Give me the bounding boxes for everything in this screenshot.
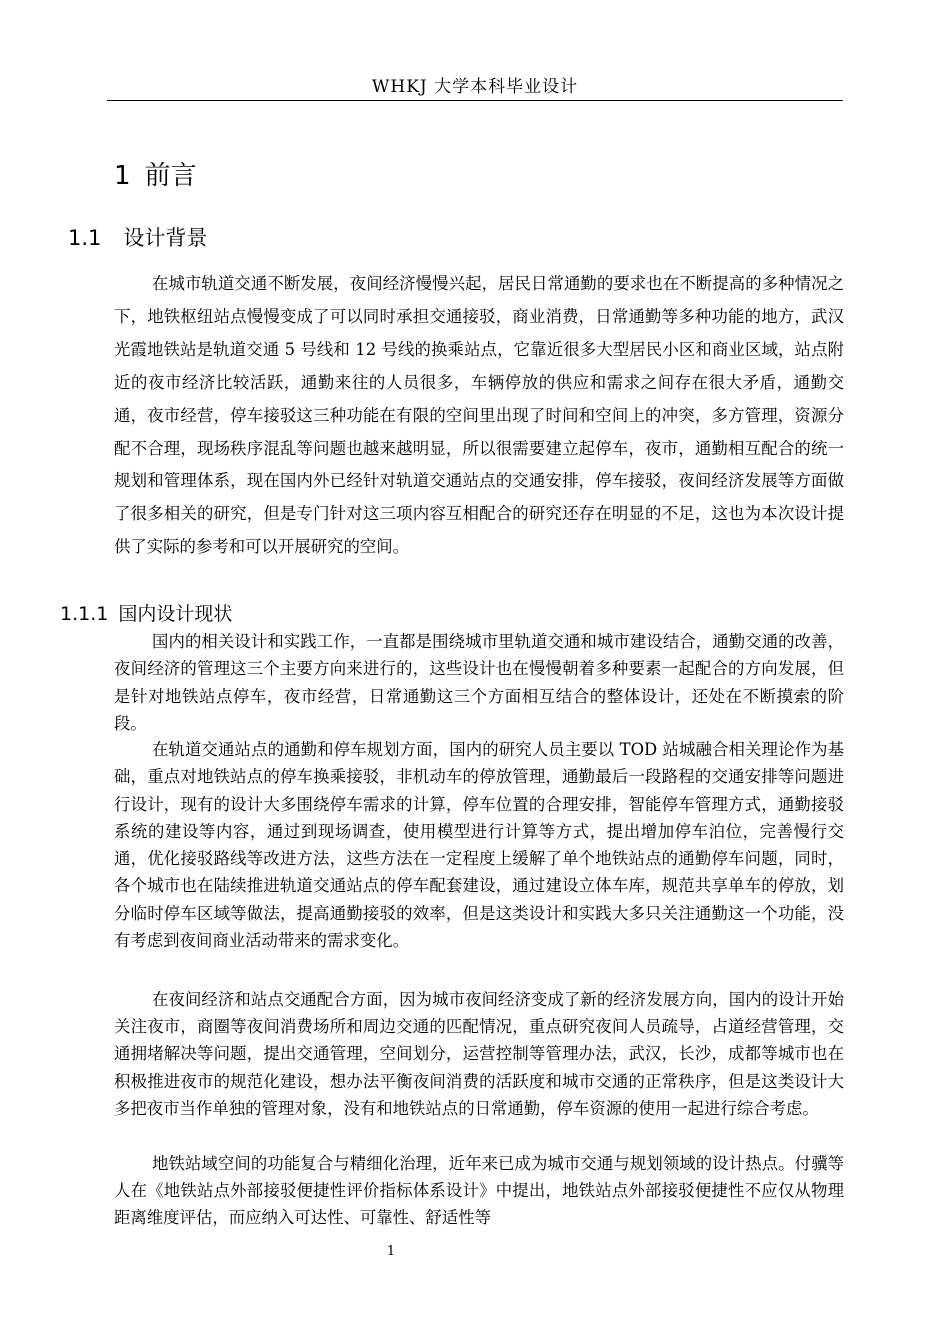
- subsection-heading: [60, 599, 232, 626]
- section-heading: [68, 222, 207, 252]
- chapter-title: 前言: [144, 161, 197, 191]
- paragraph-design-background: 在城市轨道交通不断发展，夜间经济慢慢兴起，居民日常通勤的要求也在不断提高的多种情况之下，地铁枢纽站点慢慢变成了可以同时承担交通接驳，商业消费，日常通勤等多种功能的地方，武汉光霞地铁站是轨道交通 5 号线和 12 号线的换乘站点，它靠近很多大型居民小区和商业区域，站点附近的夜市经济比较活跃，通勤来往的人员很多，车辆停放的供应和需求之间存在很大矛盾，通勤交通，夜市经营，停车接驳这三种功能在有限的空间里出现了时间和空间上的冲突，多方管理，资源分配不合理，现场秩序混乱等问题也越来越明显，所以很需要建立起停车，夜市，通勤相互配合的统一规划和管理体系，现在国内外已经针对轨道交通站点的交通安排，停车接驳，夜间经济发展等方面做了很多相关的研究，但是专门针对这三项内容互相配合的研究还存在明显的不足，这也为本次设计提供了实际的参考和可以开展研究的空间。: [114, 274, 844, 557]
- running-header: WHKJ 大学本科毕业设计: [371, 77, 579, 97]
- paragraph-commute-parking: 在轨道交通站点的通勤和停车规划方面，国内的研究人员主要以 TOD 站城融合相关理论作为基础，重点对地铁站点的停车换乘接驳，非机动车的停放管理，通勤最后一段路程的交通安排等问题进行设计，现有的设计大多围绕停车需求的计算，停车位置的合理安排，智能停车管理方式，通勤接驳系统的建设等内容，通过到现场调查，使用模型进行计算等方式，提出增加停车泊位，完善慢行交通，优化接驳路线等改进方法，这些方法在一定程度上缓解了单个地铁站点的通勤停车问题，同时，各个城市也在陆续推进轨道交通站点的停车配套建设，通过建设立体车库，规范共享单车的停放，划分临时停车区域等做法，提高通勤接驳的效率，但是这类设计和实践大多只关注通勤这一个功能，没有考虑到夜间商业活动带来的需求变化。: [114, 740, 844, 951]
- paragraph-station-governance: 地铁站域空间的功能复合与精细化治理，近年来已成为城市交通与规划领域的设计热点。付骥等人在《地铁站点外部接驳便捷性评价指标体系设计》中提出，地铁站点外部接驳便捷性不应仅从物理距离维度评估，而应纳入可达性、可靠性、舒适性等: [114, 1154, 844, 1228]
- subsection-number: 1.1.1: [60, 603, 109, 625]
- subsection-title: 国内设计现状: [118, 603, 233, 625]
- paragraph-night-economy: 在夜间经济和站点交通配合方面，因为城市夜间经济变成了新的经济发展方向，国内的设计开始关注夜市，商圈等夜间消费场所和周边交通的匹配情况，重点研究夜间人员疏导，占道经营管理，交通拥堵解决等问题，提出交通管理，空间划分，运营控制等管理办法，武汉，长沙，成都等城市也在积极推进夜市的规范化建设，想办法平衡夜间消费的活跃度和城市交通的正常秩序，但是这类设计大多把夜市当作单独的管理对象，没有和地铁站点的日常通勤，停车资源的使用一起进行综合考虑。: [114, 990, 844, 1118]
- header-divider: [107, 100, 843, 101]
- chapter-heading: [114, 155, 197, 192]
- section-title: 设计背景: [123, 226, 208, 250]
- page-number: 1: [386, 1244, 396, 1259]
- paragraph-domestic-overview: 国内的相关设计和实践工作，一直都是围绕城市里轨道交通和城市建设结合，通勤交通的改善，夜间经济的管理这三个主要方向来进行的，这些设计也在慢慢朝着多种要素一起配合的方向发展，但是针对地铁站点停车，夜市经营，日常通勤这三个方面相互结合的整体设计，还处在不断摸索的阶段。: [114, 632, 844, 734]
- section-number: 1.1: [68, 226, 102, 250]
- chapter-number: 1: [114, 161, 131, 191]
